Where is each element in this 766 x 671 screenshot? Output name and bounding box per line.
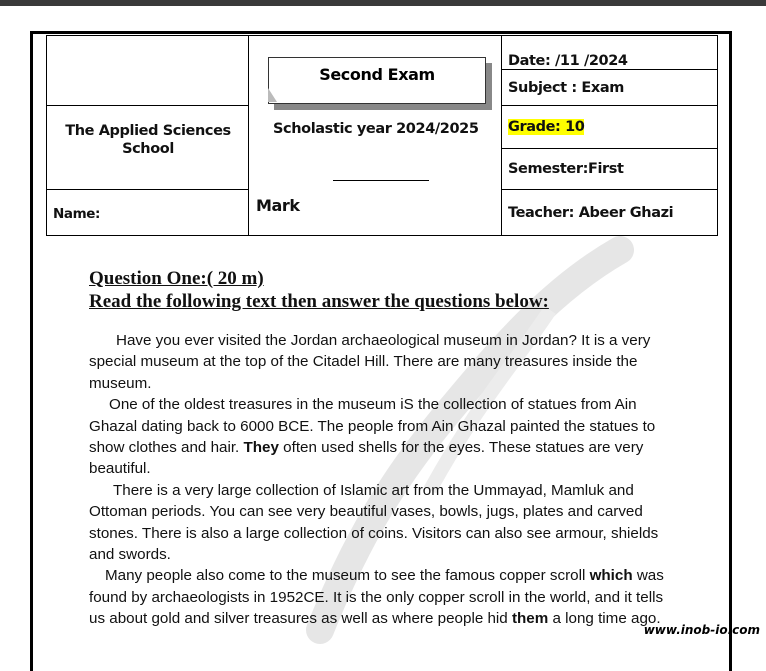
website-watermark: www.inob-io.com <box>643 623 760 637</box>
divider <box>501 148 718 149</box>
paragraph <box>89 394 674 480</box>
mark-line <box>333 180 429 181</box>
name-label: Name: <box>53 206 101 222</box>
divider <box>46 105 248 106</box>
paragraph <box>89 565 674 629</box>
text-bold: which <box>589 567 633 585</box>
teacher: Teacher: Abeer Ghazi <box>508 205 674 221</box>
text: often used shells for the eyes. These statues are very beautiful. <box>89 439 644 478</box>
text-bold: They <box>243 439 279 457</box>
scholastic-year: Scholastic year 2024/2025 <box>273 121 479 137</box>
text: a long time ago. <box>548 610 661 628</box>
text: was found by archaeologists in 1952CE. It is the only copper scroll in the world, and it tells us about gold and silver treasures as well as where people hid <box>89 567 664 628</box>
semester: Semester:First <box>508 161 624 177</box>
reading-passage <box>89 330 674 630</box>
text: Many people also come to the museum to see the famous copper scroll <box>105 567 590 585</box>
page-fold-icon <box>268 88 277 102</box>
viewer-top-bar <box>0 0 766 6</box>
exam-title-banner <box>268 57 486 104</box>
divider <box>46 189 248 190</box>
divider <box>501 105 718 106</box>
text: One of the oldest treasures in the museum iS the collection of statues from Ain Ghazal dating back to 6000 BCE. The people from Ain Ghazal painted the statues to show clothes and hair. <box>89 396 656 457</box>
grade: Grade: 10 <box>508 119 585 135</box>
school-name: The Applied Sciences School <box>65 123 231 157</box>
text-bold: them <box>511 610 549 628</box>
question-title: Question One:( 20 m) <box>89 268 264 289</box>
paragraph: Have you ever visited the Jordan archaeological museum in Jordan? It is a very special museum at the top of the Citadel Hill. There are many treasures inside the museum. <box>89 332 651 392</box>
question-instruction: Read the following text then answer the questions below: <box>89 291 549 312</box>
divider <box>501 69 718 70</box>
divider <box>501 35 502 236</box>
mark-label: Mark <box>256 196 300 215</box>
divider <box>248 35 249 236</box>
subject: Subject : Exam <box>508 80 624 96</box>
divider <box>501 189 718 190</box>
date: Date: /11 /2024 <box>508 53 628 69</box>
exam-title: Second Exam <box>319 65 435 84</box>
paragraph: There is a very large collection of Islamic art from the Ummayad, Mamluk and Ottoman periods. You can see very beautiful vases, bowls, jugs, plates and carved stones. There is also a large collection of coins. Visitors can also see armour, shields and swords. <box>89 481 659 564</box>
